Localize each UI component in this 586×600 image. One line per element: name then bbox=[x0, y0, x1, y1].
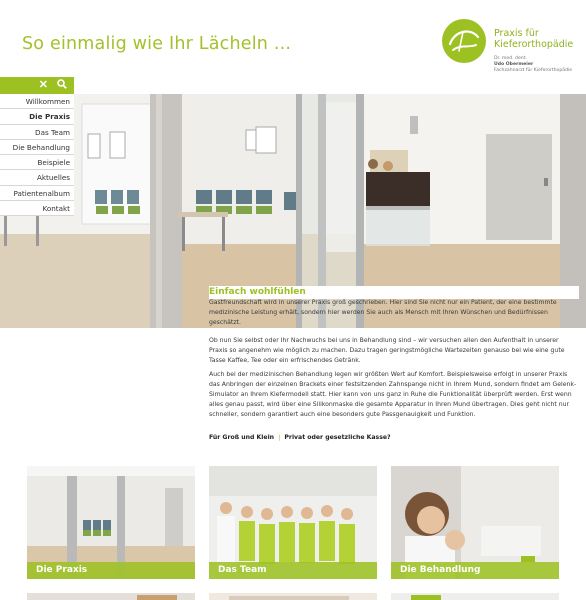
practice-logo[interactable] bbox=[441, 18, 583, 78]
paragraph-3: Auch bei der medizinischen Behandlung legen wir größten Wert auf Komfort. Beispielsweise erfolgt in unserer Praxis das Anbringen der einzelnen Brackets einer festsitzenden Zahnspange nicht in Ihrem Mund, sondern findet am Gelenk-Simulator an Ihrem Kiefermodell statt. Hier kann von uns ganz in Ruhe die Funktionalität überprüft werden. Erst wenn alles genau passt, wird über eine Silikonmaske die gesamte Apparatur in Ihren Mund übertragen. Dies geht nicht nur schneller, sondern garantiert auch eine besonders gute Passgenauigkeit und Funktion. bbox=[209, 371, 577, 418]
tagline: So einmalig wie Ihr Lächeln ... bbox=[22, 34, 292, 54]
close-icon[interactable]: ✕ bbox=[38, 79, 48, 91]
logo-line2: Kieferorthopädie bbox=[494, 39, 574, 50]
tile-das-team[interactable] bbox=[209, 466, 377, 579]
logo-line1: Praxis für bbox=[494, 28, 539, 39]
nav-item-willkommen[interactable]: Willkommen bbox=[0, 94, 74, 109]
nav-item-aktuelles[interactable]: Aktuelles bbox=[0, 170, 74, 185]
logo-doc-name: Udo Obermeier bbox=[494, 62, 534, 67]
nav-item-kontakt[interactable]: Kontakt bbox=[0, 201, 74, 216]
logo-name bbox=[494, 28, 573, 50]
nav-item-beispiele[interactable]: Beispiele bbox=[0, 155, 74, 170]
tile-die-behandlung[interactable] bbox=[391, 466, 559, 579]
nav-list bbox=[0, 94, 74, 216]
link-gross-und-klein[interactable]: Für Groß und Klein bbox=[209, 434, 275, 441]
link-separator: | bbox=[278, 434, 281, 441]
logo-doc-title: Dr. med. dent. bbox=[494, 56, 527, 61]
tile-strip-2 bbox=[209, 590, 377, 600]
nav-item-patientenalbum[interactable]: Patientenalbum bbox=[0, 186, 74, 201]
tile-strip-1 bbox=[27, 590, 195, 600]
page-title: Einfach wohlfühlen bbox=[209, 286, 579, 299]
nav-toolbar bbox=[0, 77, 74, 94]
search-icon[interactable] bbox=[57, 79, 67, 92]
paragraph-1: Gastfreundschaft wird in unserer Praxis groß geschrieben. Hier sind Sie nicht nur ein Patient, der eine bestimmte medizinische Leistung erhält, sondern hier werden Sie auch als Mensch mit Ihren Wünschen und Bedürfnissen geschätzt. bbox=[209, 299, 557, 326]
tile-label-die-behandlung: Die Behandlung bbox=[391, 562, 559, 579]
tile-label-das-team: Das Team bbox=[209, 562, 377, 579]
tile-strip-3 bbox=[391, 590, 559, 600]
main-nav bbox=[0, 77, 74, 216]
nav-item-die-praxis[interactable]: Die Praxis bbox=[0, 109, 74, 124]
tile-die-praxis[interactable] bbox=[27, 466, 195, 579]
content-links bbox=[209, 434, 391, 441]
paragraph-2: Ob nun Sie selbst oder Ihr Nachwuchs bei uns in Behandlung sind – wir versuchen allen den Aufenthalt in unserer Praxis so angenehm wie möglich zu machen. Dazu tragen geringstmögliche Wartezeiten genauso bei wie eine gute Tasse Kaffee, Tee oder ein erfrischendes Getränk. bbox=[209, 337, 565, 364]
logo-doc-specialty: Fachzahnarzt für Kieferorthopädie bbox=[494, 68, 573, 73]
logo-mark-icon bbox=[441, 18, 487, 64]
nav-item-das-team[interactable]: Das Team bbox=[0, 125, 74, 140]
tile-label-die-praxis: Die Praxis bbox=[27, 562, 195, 579]
nav-item-die-behandlung[interactable]: Die Behandlung bbox=[0, 140, 74, 155]
logo-doctor bbox=[494, 56, 572, 74]
link-privat-kasse[interactable]: Privat oder gesetzliche Kasse? bbox=[284, 434, 391, 441]
